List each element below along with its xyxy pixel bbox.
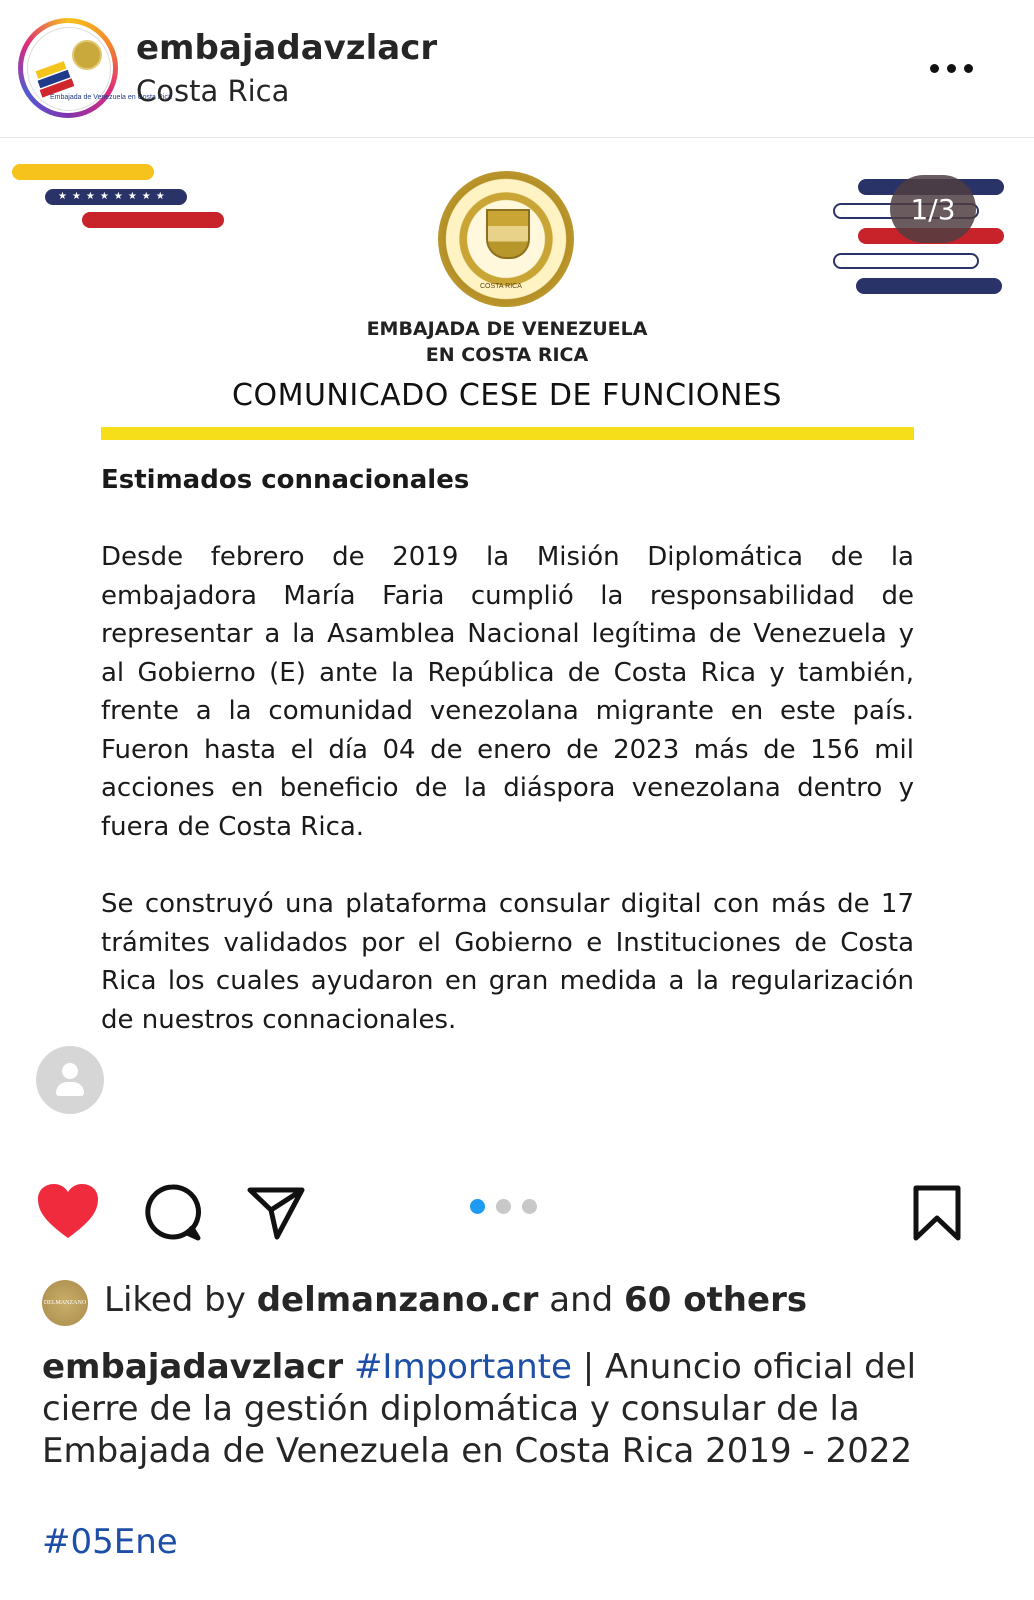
paragraph-1: Desde febrero de 2019 la Misión Diplomática de la embajadora María Faria cumplió la responsabilidad de representar a la Asamblea Nacional legítima de Venezuela y al Gobierno (E) ante la República de Costa Rica y también, frente a la comunidad venezolana migrante en este país. Fueron hasta el día 04 de enero de 2023 más de 156 mil acciones en beneficio de la diáspora venezolana dentro y fuera de Costa Rica. bbox=[101, 542, 914, 842]
deco-right-navy-2 bbox=[856, 278, 1002, 294]
avatar-text: Embajada de Venezuela en Costa Rica bbox=[50, 94, 172, 101]
post-image[interactable] bbox=[0, 138, 1034, 1158]
share-icon[interactable] bbox=[246, 1182, 306, 1242]
caption-hashtag[interactable]: #Importante bbox=[353, 1347, 572, 1387]
more-dot bbox=[930, 64, 939, 73]
header-username[interactable]: embajadavzlacr bbox=[136, 28, 438, 68]
user-icon[interactable] bbox=[36, 1046, 104, 1114]
carousel-counter: 1/3 bbox=[890, 175, 976, 243]
bookmark-icon[interactable] bbox=[912, 1184, 962, 1242]
coat-of-arms-seal bbox=[438, 171, 574, 307]
embassy-title bbox=[300, 316, 714, 368]
avatar-frame bbox=[23, 23, 172, 113]
carousel-dot-active bbox=[470, 1199, 485, 1214]
caption-username[interactable]: embajadavzlacr bbox=[42, 1347, 344, 1387]
comment-icon[interactable] bbox=[142, 1182, 202, 1242]
likes-others[interactable]: 60 others bbox=[624, 1280, 808, 1320]
likes-user[interactable]: delmanzano.cr bbox=[256, 1280, 539, 1320]
deco-yellow-bar bbox=[12, 164, 154, 180]
heart-icon[interactable] bbox=[36, 1182, 100, 1240]
paragraph-2: Se construyó una plataforma consular digital con más de 17 trámites validados por el Gobierno e Instituciones de Costa Rica los cuales ayudaron en gran medida a la regularización de nuestros connacionales. bbox=[101, 889, 914, 1035]
caption-text: | Anuncio oficial del cierre de la gestión diplomática y consular de la Embajada de Venezuela en Costa Rica 2019 - 2022 bbox=[42, 1347, 917, 1471]
seal-caption: COSTA RICA bbox=[480, 283, 522, 290]
likes-middle: and bbox=[538, 1280, 625, 1320]
more-dot bbox=[964, 64, 973, 73]
greeting: Estimados connacionales bbox=[101, 465, 470, 495]
avatar-logo bbox=[27, 27, 172, 111]
more-icon[interactable] bbox=[930, 58, 982, 78]
communique-heading: COMUNICADO CESE DE FUNCIONES bbox=[232, 378, 782, 413]
post-caption bbox=[42, 1346, 1002, 1472]
avatar-seal bbox=[72, 40, 102, 70]
embassy-title-line2: EN COSTA RICA bbox=[425, 344, 589, 366]
header-location[interactable]: Costa Rica bbox=[136, 74, 290, 108]
deco-red-bar bbox=[82, 212, 224, 228]
profile-avatar[interactable] bbox=[18, 18, 172, 118]
liker-avatar[interactable] bbox=[42, 1280, 88, 1326]
embassy-title-line1: EMBAJADA DE VENEZUELA bbox=[366, 318, 648, 340]
deco-right-outline-2 bbox=[833, 253, 979, 269]
post-header bbox=[0, 0, 1034, 138]
caption-hashtag-2[interactable]: #05Ene bbox=[42, 1522, 178, 1562]
more-dot bbox=[947, 64, 956, 73]
carousel-dot bbox=[522, 1199, 537, 1214]
user-icon-body bbox=[56, 1082, 84, 1096]
deco-stars: ★★★★★★★★ bbox=[58, 191, 170, 202]
likes-summary[interactable] bbox=[104, 1280, 807, 1320]
likes-row bbox=[40, 1276, 1020, 1328]
user-icon-head bbox=[62, 1063, 78, 1079]
seal-shield bbox=[486, 209, 530, 259]
action-bar bbox=[0, 1160, 1034, 1270]
heading-underline bbox=[101, 427, 914, 440]
carousel-dots bbox=[470, 1199, 537, 1214]
carousel-dot bbox=[496, 1199, 511, 1214]
likes-prefix: Liked by bbox=[104, 1280, 257, 1320]
liker-avatar-text: DELMANZANO bbox=[43, 1300, 87, 1306]
